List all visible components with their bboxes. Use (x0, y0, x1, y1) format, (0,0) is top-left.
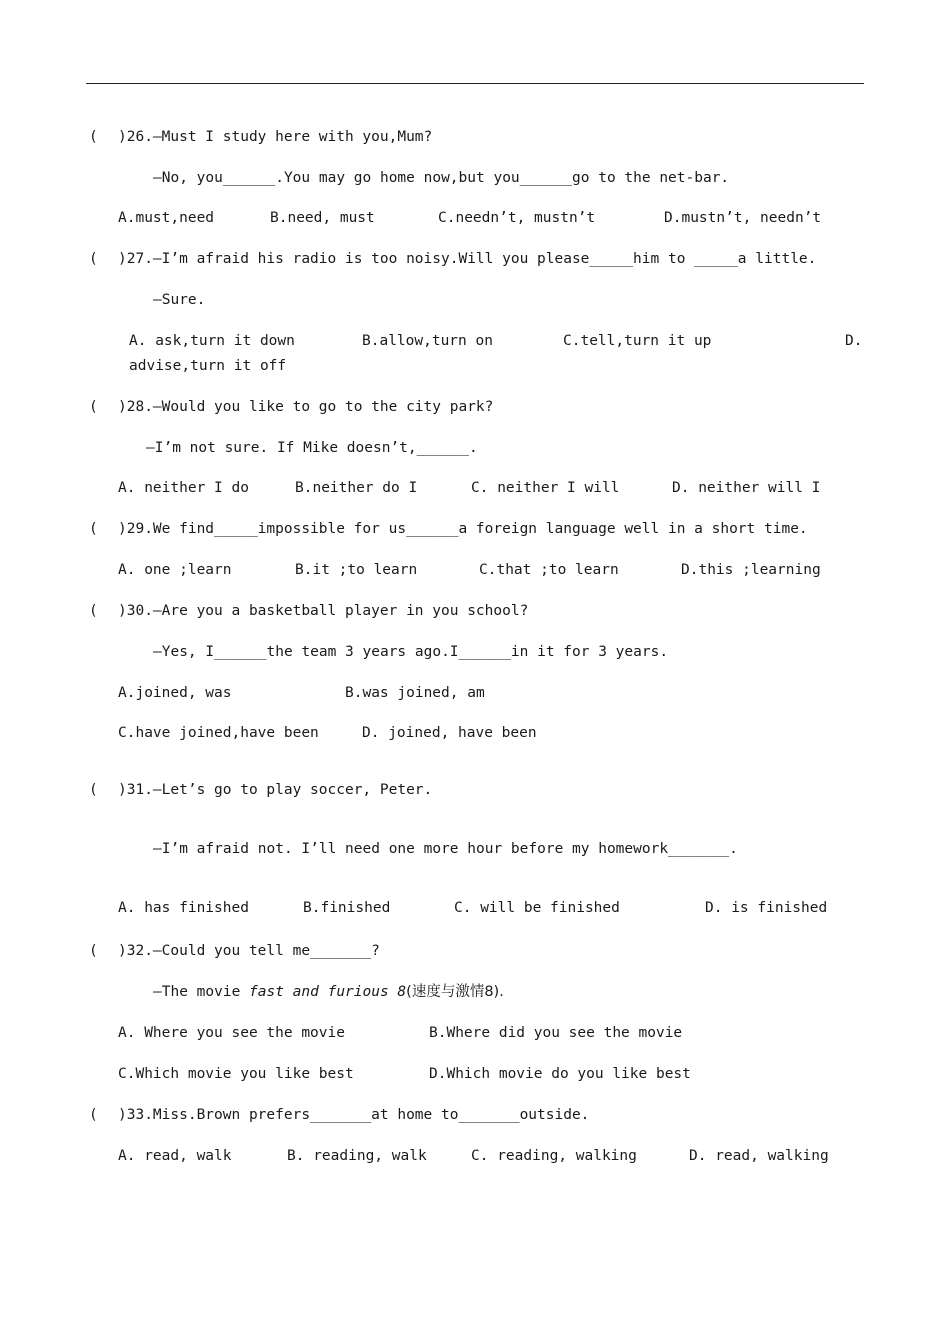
option-d-letter: D. (845, 333, 863, 349)
answer-paren: ( (89, 1107, 98, 1123)
option-b: B.was joined, am (345, 685, 485, 701)
question-reply: —Sure. (153, 292, 206, 308)
header-rule (86, 83, 864, 84)
option-b: B.neither do I (295, 480, 418, 496)
question-reply: —I’m afraid not. I’ll need one more hour before my homework_______. (153, 841, 738, 857)
option-a: A. read, walk (118, 1148, 232, 1164)
option-a: A. ask,turn it down (129, 333, 295, 349)
answer-paren: ( (89, 251, 98, 267)
question-stem: )33.Miss.Brown prefers_______at home to_______outside. (118, 1107, 590, 1123)
option-b: B.it ;to learn (295, 562, 418, 578)
option-d: D. neither will I (672, 480, 821, 496)
option-a: A.joined, was (118, 685, 232, 701)
answer-paren: ( (89, 782, 98, 798)
option-d: D.mustn’t, needn’t (664, 210, 822, 226)
question-stem: )31.—Let’s go to play soccer, Peter. (118, 782, 433, 798)
answer-paren: ( (89, 521, 98, 537)
option-a: A. Where you see the movie (118, 1025, 345, 1041)
option-c: C.Which movie you like best (118, 1066, 354, 1082)
option-d: advise,turn it off (129, 358, 287, 374)
option-d: D.Which movie do you like best (429, 1066, 691, 1082)
question-stem: )32.—Could you tell me_______? (118, 943, 380, 959)
answer-paren: ( (89, 603, 98, 619)
option-d: D. joined, have been (362, 725, 537, 741)
answer-paren: ( (89, 943, 98, 959)
question-stem: )27.—I’m afraid his radio is too noisy.Will you please_____him to _____a little. (118, 251, 817, 267)
answer-paren: ( (89, 399, 98, 415)
option-c: C.tell,turn it up (563, 333, 712, 349)
question-stem: )28.—Would you like to go to the city park? (118, 399, 494, 415)
option-b: B.allow,turn on (362, 333, 493, 349)
option-c: C. will be finished (454, 900, 620, 916)
movie-title: fast and furious 8 (249, 984, 407, 1000)
option-c: C.needn’t, mustn’t (438, 210, 596, 226)
answer-paren: ( (89, 129, 98, 145)
option-a: A.must,need (118, 210, 215, 226)
option-b: B. reading, walk (287, 1148, 427, 1164)
option-d: D. read, walking (689, 1148, 829, 1164)
option-b: B.finished (303, 900, 391, 916)
question-reply: —Yes, I______the team 3 years ago.I______in it for 3 years. (153, 644, 669, 660)
option-b: B.Where did you see the movie (429, 1025, 683, 1041)
question-reply (153, 982, 504, 1002)
option-d: D.this ;learning (681, 562, 821, 578)
option-c: C. reading, walking (471, 1148, 637, 1164)
option-c: C. neither I will (471, 480, 620, 496)
question-stem: )26.—Must I study here with you,Mum? (118, 129, 433, 145)
option-c: C.that ;to learn (479, 562, 619, 578)
question-reply: —No, you______.You may go home now,but you______go to the net-bar. (153, 170, 730, 186)
option-d: D. is finished (705, 900, 828, 916)
question-stem: )29.We find_____impossible for us______a foreign language well in a short time. (118, 521, 808, 537)
reply-prefix: —The movie (153, 984, 250, 1000)
option-a: A. one ;learn (118, 562, 232, 578)
option-a: A. neither I do (118, 480, 249, 496)
question-stem: )30.—Are you a basketball player in you school? (118, 603, 529, 619)
option-a: A. has finished (118, 900, 249, 916)
question-reply: —I’m not sure. If Mike doesn’t,______. (146, 440, 478, 456)
option-c: C.have joined,have been (118, 725, 319, 741)
movie-title-chinese: (速度与激情8). (406, 984, 504, 1000)
option-b: B.need, must (270, 210, 375, 226)
